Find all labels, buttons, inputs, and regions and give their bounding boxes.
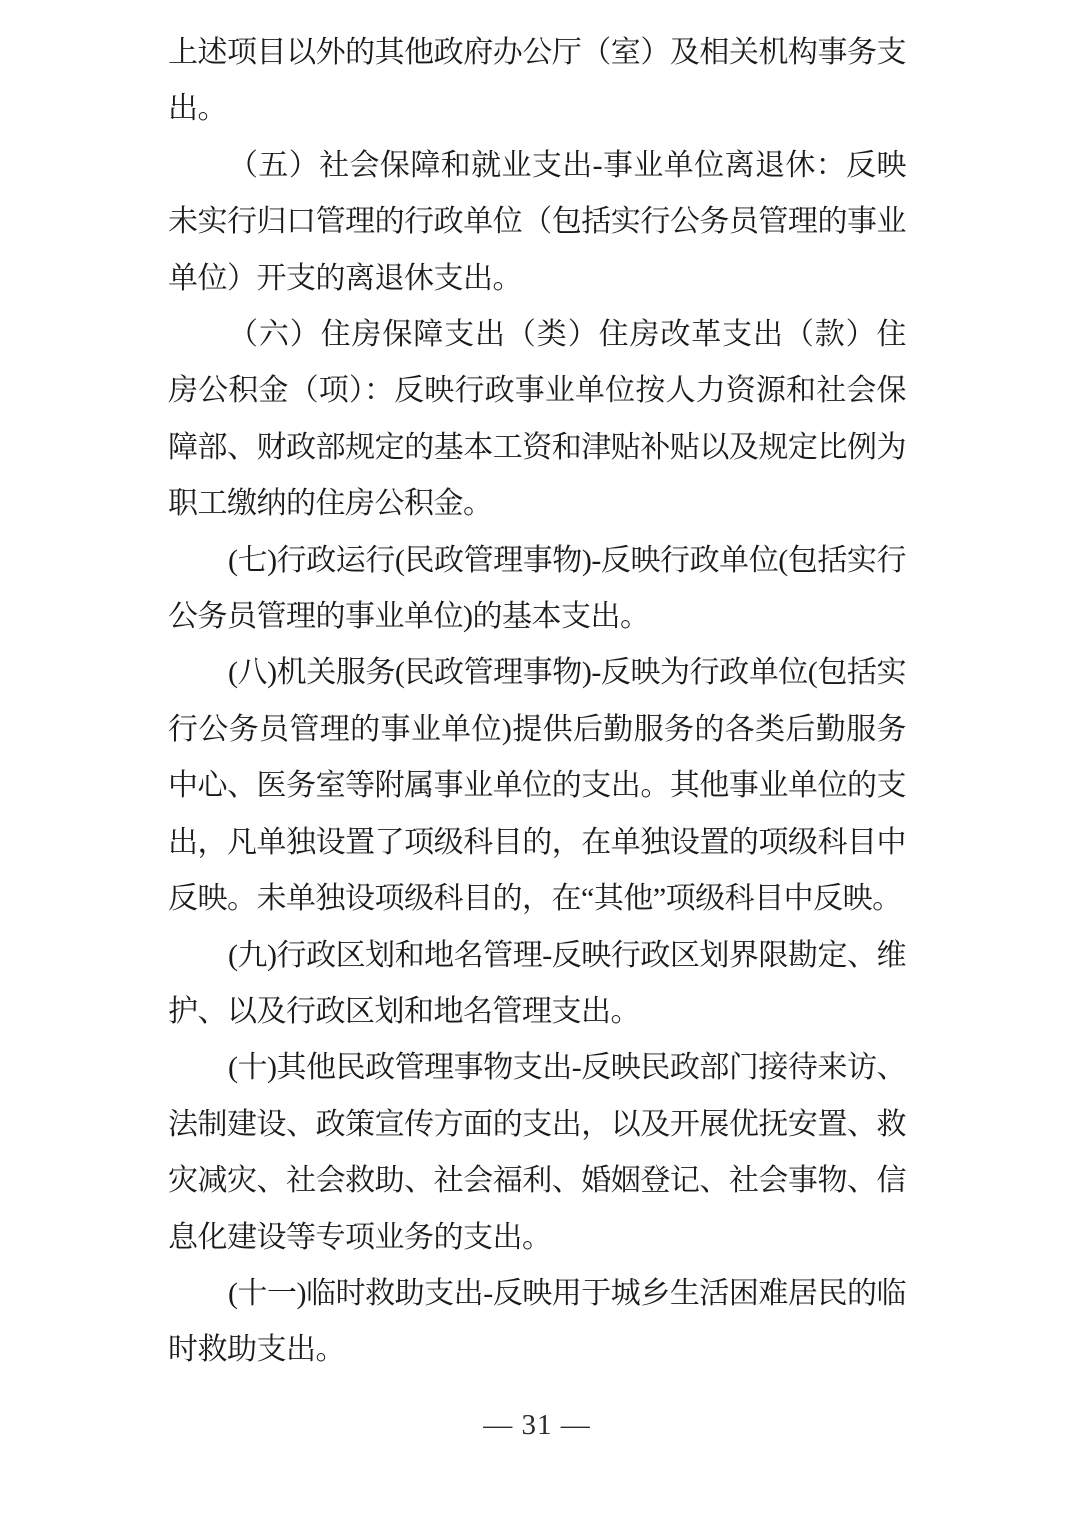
paragraph-item-7: (七)行政运行(民政管理事物)-反映行政单位(包括实行公务员管理的事业单位)的基本支出。 (168, 543, 906, 634)
paragraph-item-6: （六）住房保障支出（类）住房改革支出（款）住房公积金（项）：反映行政事业单位按人力资源和社会保障部、财政部规定的基本工资和津贴补贴以及规定比例为职工缴纳的住房公积金。 (168, 318, 906, 521)
paragraph-item-9: (九)行政区划和地名管理-反映行政区划界限勘定、维护、以及行政区划和地名管理支出。 (168, 938, 906, 1028)
page-number: — 31 — (483, 1409, 591, 1441)
paragraph-item-5: （五）社会保障和就业支出-事业单位离退休：反映未实行归口管理的行政单位（包括实行公务员管理的事业单位）开支的离退休支出。 (168, 148, 906, 295)
document-body (168, 25, 906, 1379)
page-footer (0, 1408, 1074, 1443)
paragraph-item-11: (十一)临时救助支出-反映用于城乡生活困难居民的临时救助支出。 (168, 1276, 906, 1367)
paragraph-item-8: (八)机关服务(民政管理事物)-反映为行政单位(包括实行公务员管理的事业单位)提供后勤服务的各类后勤服务中心、医务室等附属事业单位的支出。其他事业单位的支出，凡单独设置了项级科目的，在单独设置的项级科目中反映。未单独设项级科目的，在“其他”项级科目中反映。 (168, 656, 906, 916)
paragraph-continuation: 上述项目以外的其他政府办公厅（室）及相关机构事务支出。 (168, 36, 906, 126)
paragraph-item-10: (十)其他民政管理事物支出-反映民政部门接待来访、法制建设、政策宣传方面的支出，以及开展优抚安置、救灾减灾、社会救助、社会福利、婚姻登记、社会事物、信息化建设等专项业务的支出。 (168, 1051, 906, 1254)
